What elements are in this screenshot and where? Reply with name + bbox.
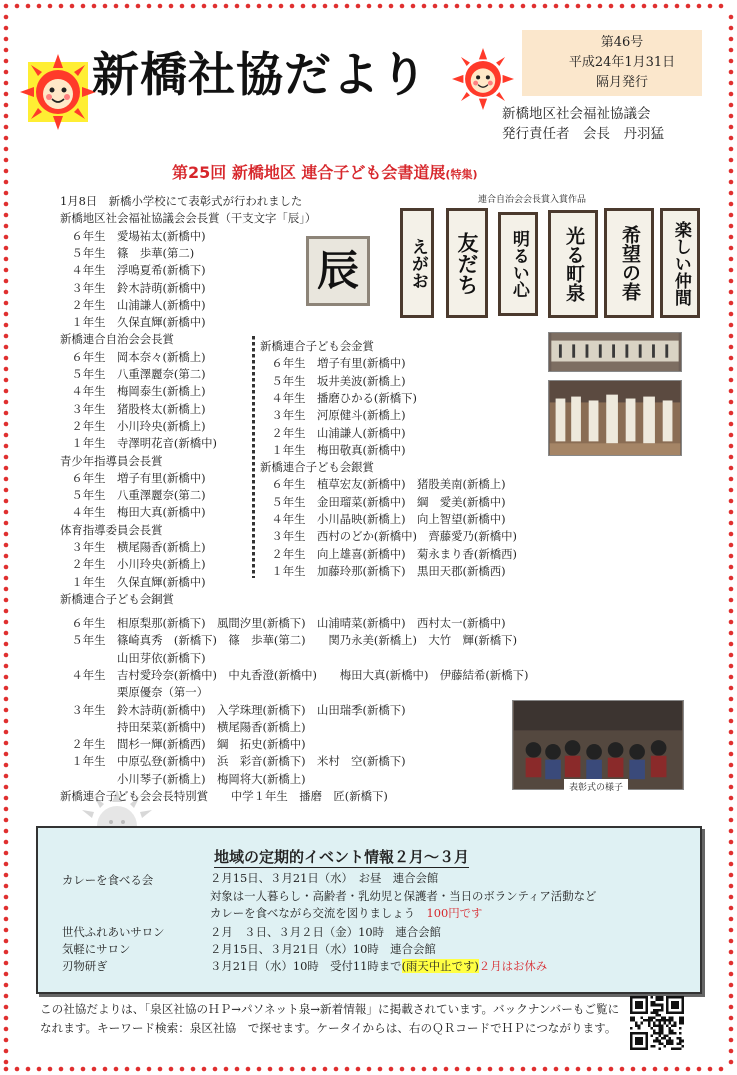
award-line: ３年生 鈴木詩萌(新橋中): [60, 280, 206, 295]
event-curry-price: 100円です: [426, 906, 483, 920]
publisher-info: [502, 104, 712, 144]
calligraphy-scroll-6: 楽しい仲間: [660, 208, 700, 318]
award-line: ６年生 岡本奈々(新橋上): [60, 349, 206, 364]
award-line: １年生 梅田敬真(新橋中): [260, 442, 406, 457]
section-title: [172, 160, 477, 183]
award-line: ５年生 篠 歩華(第二): [60, 245, 195, 260]
column-divider: [252, 336, 255, 578]
award-line: 新橋連合子ども会会長特別賞 中学１年生 播磨 匠(新橋下): [60, 789, 388, 803]
sun-right-icon: [452, 48, 514, 110]
award-line: ２年生 小川玲央(新橋上): [60, 418, 206, 433]
event-box-title: 地域の定期的イベント情報２月～３月: [214, 848, 470, 866]
award-line: 栗原優奈（第一）: [60, 685, 209, 700]
award-line: ５年生 坂井美波(新橋上): [260, 373, 406, 388]
award-line: １年生 加藤玲那(新橋下) 黒田天郡(新橋西): [260, 563, 506, 578]
award-line: ４年生 浮鳴夏希(新橋下): [60, 263, 206, 278]
award-line: ５年生 篠崎真秀 (新橋下) 篠 歩華(第二) 関乃永美(新橋上) 大竹 輝(新橋下): [60, 633, 518, 648]
award-line: ２年生 山浦謙人(新橋中): [60, 297, 206, 312]
event-salon2-label: 気軽にサロン: [62, 942, 131, 956]
award-line: ４年生 梅岡泰生(新橋上): [60, 384, 206, 399]
award-line: ６年生 植草宏友(新橋中) 猪股美南(新橋上): [260, 477, 506, 492]
issue-date: 平成24年1月31日: [568, 55, 676, 70]
calligraphy-scroll-3: 明るい心: [498, 212, 538, 316]
award-line: １年生 久保直輝(新橋中): [60, 574, 206, 589]
newsletter-title: 新橋社協だより: [92, 48, 428, 103]
award-line: ２年生 山浦謙人(新橋中): [260, 425, 406, 440]
issue-info-box: [522, 30, 702, 96]
exhibition-photo-1: [548, 332, 682, 372]
award-line: ３年生 河原健斗(新橋上): [260, 408, 406, 423]
award-line: ３年生 鈴木詩萌(新橋中) 入学珠理(新橋下) 山田瑞季(新橋下): [60, 702, 406, 717]
event-salon1-schedule: ２月 ３日、３月２日（金）10時 連合会館: [210, 925, 441, 939]
award-line: ６年生 増子有里(新橋中): [60, 470, 206, 485]
sun-left-icon: [20, 54, 96, 130]
event-knife-rain: (雨天中止です): [401, 959, 479, 973]
calligraphy-scroll-4: 光る町泉: [548, 210, 598, 318]
event-curry-label: カレーを食べる会: [62, 873, 154, 887]
calligraphy-scroll-5: 希望の春: [604, 208, 654, 318]
award-line: 新橋地区社会福祉協議会会長賞（干支文字「辰」）: [60, 211, 317, 226]
award-line: ４年生 梅田大真(新橋中): [60, 505, 206, 520]
issue-frequency: 隔月発行: [595, 75, 648, 90]
section-title-text: 第25回 新橋地区 連合子ども会書道展: [172, 163, 446, 182]
award-line: 山田芽依(新橋下): [60, 650, 206, 665]
award-line: ６年生 愛場祐太(新橋中): [60, 228, 206, 243]
event-knife-schedule: ３月21日（水）10時 受付11時まで(雨天中止です)２月はお休み: [210, 959, 548, 973]
event-salon2-schedule: ２月15日、３月21日（水）10時 連合会館: [210, 942, 436, 956]
award-line: １年生 久保直輝(新橋中): [60, 315, 206, 330]
calligraphy-scroll-1: えがお: [400, 208, 434, 318]
award-line: 新橋連合子ども会銅賞: [60, 591, 174, 606]
award-line: １年生 中原弘登(新橋中) 浜 彩音(新橋下) 米村 空(新橋下): [60, 754, 406, 769]
award-line: 新橋連合自治会会長賞: [60, 332, 174, 347]
award-line: ６年生 増子有里(新橋中): [260, 356, 406, 371]
award-line: ４年生 吉村愛玲奈(新橋中) 中丸香澄(新橋中) 梅田大真(新橋中) 伊藤結希(新橋下): [60, 667, 529, 682]
event-curry-target: 対象は一人暮らし・高齢者・乳幼児と保護者・当日のボランティア活動など: [210, 889, 597, 903]
award-line: ３年生 西村のどか(新橋中) 齊藤愛乃(新橋中): [260, 529, 517, 544]
award-line: １年生 寺澤明花音(新橋中): [60, 436, 217, 451]
section-tag: (特集): [445, 168, 478, 181]
award-line: 新橋連合子ども会金賞: [260, 339, 374, 353]
ceremony-photo: [512, 700, 684, 790]
award-line: ６年生 相原梨那(新橋下) 風間汐里(新橋下) 山浦晴菜(新橋中) 西村太一(新橋中): [60, 616, 506, 630]
event-curry-schedule: ２月15日、３月21日（水） お昼 連合会館: [210, 871, 439, 885]
event-knife-note: ２月はお休み: [478, 959, 548, 973]
award-line: 新橋連合子ども会銀賞: [260, 460, 374, 475]
award-line: ３年生 猪股柊太(新橋上): [60, 401, 206, 416]
photo-caption-top: 連合自治会会長賞入賞作品: [478, 195, 587, 205]
award-line: ２年生 向上雄喜(新橋中) 菊永まり香(新橋西): [260, 546, 517, 561]
award-line: 小川琴子(新橋上) 梅岡将大(新橋上): [60, 771, 306, 786]
calligraphy-scroll-2: 友だち: [446, 208, 488, 318]
award-line: ５年生 金田瑠菜(新橋中) 綱 愛美(新橋中): [260, 494, 506, 509]
award-line: 1月8日 新橋小学校にて表彰式が行われました: [60, 194, 303, 208]
award-line: 青少年指導員会長賞: [60, 453, 163, 468]
award-line: ４年生 小川晶映(新橋上) 向上智望(新橋中): [260, 512, 506, 526]
issue-number: 第46号: [600, 35, 644, 50]
award-line: ２年生 間杉一輝(新橋西) 綱 拓史(新橋中): [60, 737, 306, 752]
award-line: 持田栞菜(新橋中) 横尾陽香(新橋上): [60, 719, 306, 734]
qr-code-icon[interactable]: [630, 996, 684, 1050]
footer-note: この社協だよりは、「泉区社協のＨＰ→パソネット泉→新着情報」に掲載されています。バックナンバーもご覧になれます。キーワード検索：泉区社協 で探せます。ケータイからは、右のＱＲコードでＨＰにつながります。: [40, 1002, 620, 1035]
award-line: ５年生 八重澤麗奈(第二): [60, 367, 206, 381]
event-salon1-label: 世代ふれあいサロン: [62, 925, 165, 939]
award-line: ４年生 播磨ひかる(新橋下): [260, 390, 417, 405]
publisher-responsible: 発行責任者 会長 丹羽猛: [502, 126, 664, 142]
event-info-box: [36, 826, 702, 994]
exhibition-photo-2: [548, 380, 682, 456]
event-curry-desc: カレーを食べながら交流を図りましょう 100円です: [210, 906, 483, 920]
award-line: ２年生 小川玲央(新橋上): [60, 557, 206, 572]
event-knife-label: 刃物研ぎ: [62, 959, 108, 973]
calligraphy-dragon: 辰: [306, 236, 370, 306]
ceremony-caption: 表彰式の様子: [564, 779, 628, 794]
award-line: ５年生 八重澤麗奈(第二): [60, 488, 206, 503]
award-line: ３年生 横尾陽香(新橋上): [60, 540, 206, 554]
publisher-org: 新橋地区社会福祉協議会: [502, 106, 651, 122]
award-line: 体育指導委員会長賞: [60, 522, 163, 537]
